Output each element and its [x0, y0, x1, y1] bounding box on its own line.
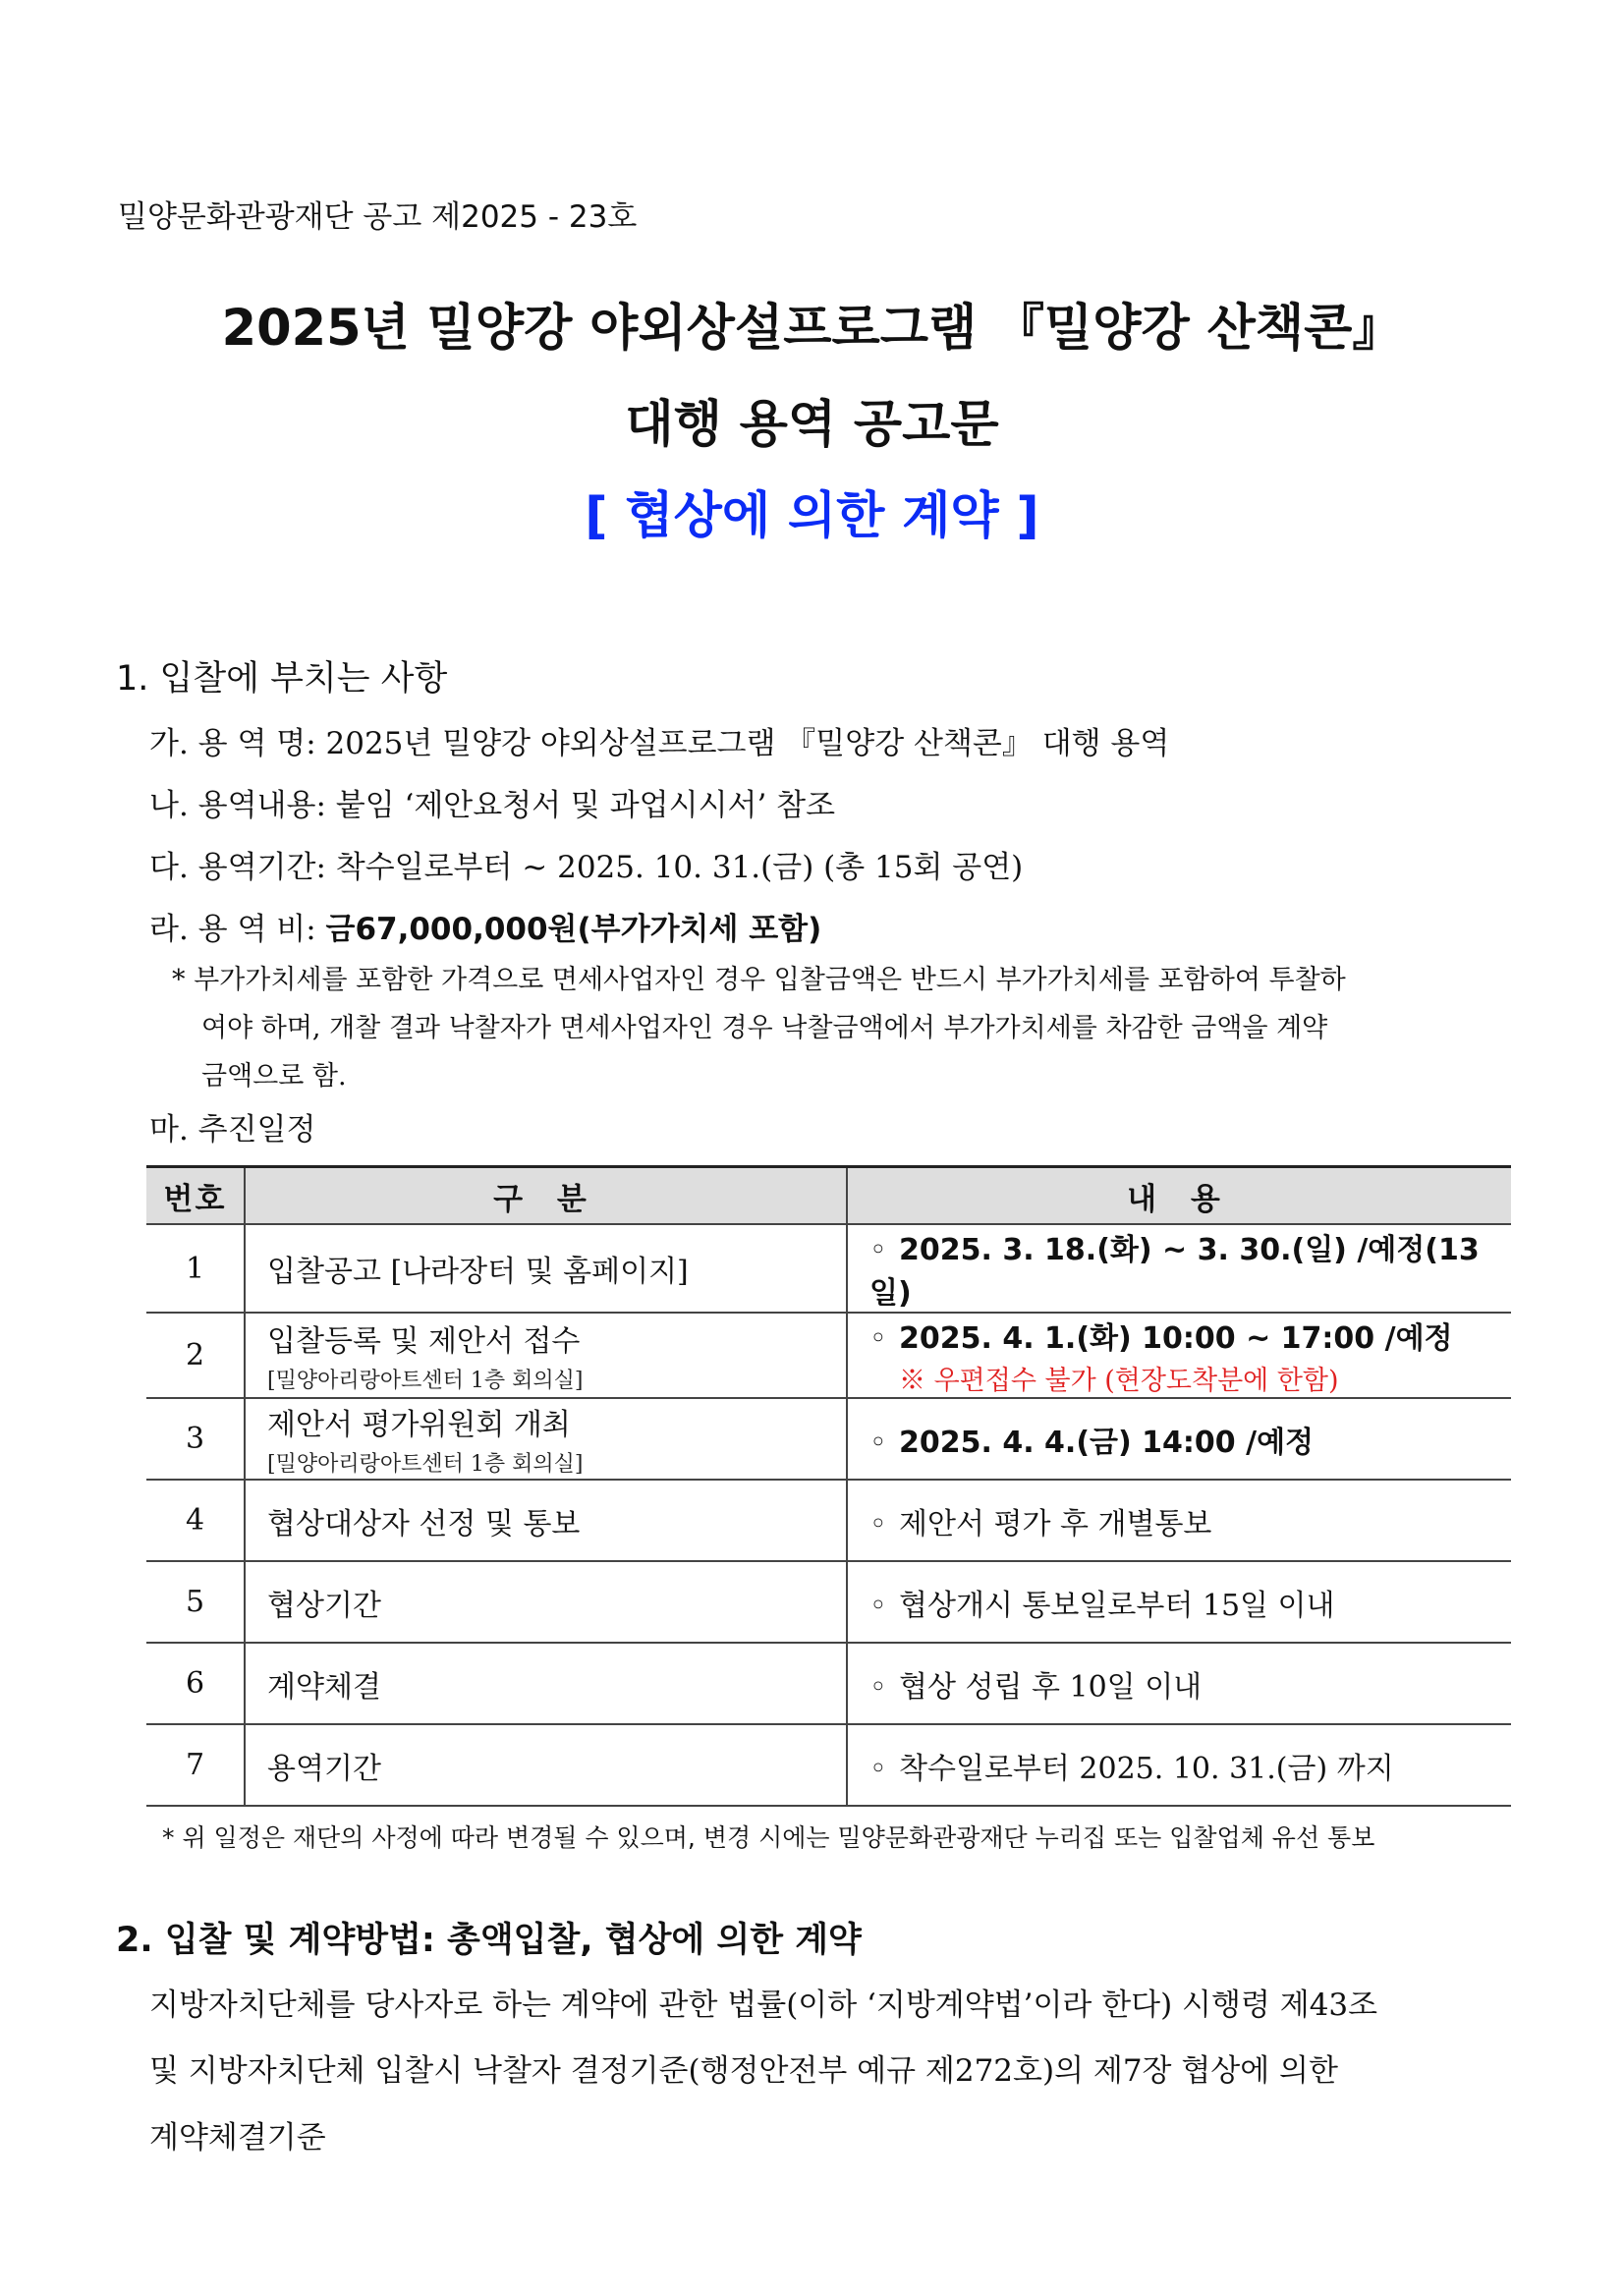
- table-header-row: [146, 1167, 1511, 1225]
- document-title-line1: 2025년 밀양강 야외상설프로그램 『밀양강 산책콘』: [221, 300, 1403, 358]
- table-row: [146, 1480, 1511, 1561]
- table-row: [146, 1224, 1511, 1313]
- item-label: 다. 용역기간:: [149, 850, 336, 885]
- row-category: 용역기간: [245, 1724, 847, 1806]
- row-content: ◦ 협상 성립 후 10일 이내: [847, 1643, 1511, 1724]
- bullet-icon: ◦: [869, 1751, 887, 1786]
- schedule-table: [146, 1165, 1511, 1807]
- bullet-icon: ◦: [869, 1669, 887, 1705]
- table-row: [146, 1313, 1511, 1398]
- bullet-icon: ◦: [869, 1321, 887, 1356]
- section2-body-line1: 지방자치단체를 당사자로 하는 계약에 관한 법률(이하 ‘지방계약법’이라 한다) 시행령 제43조: [149, 1988, 1378, 2023]
- header-number: 번호: [146, 1167, 245, 1225]
- row-category: 계약체결: [245, 1643, 847, 1724]
- item-service-name: [149, 718, 1169, 762]
- vat-note-line1: * 부가가치세를 포함한 가격으로 면세사업자인 경우 입찰금액은 반드시 부가가치세를 포함하여 투찰하: [172, 965, 1346, 995]
- row-category: 입찰등록 및 제안서 접수 [밀양아리랑아트센터 1층 회의실]: [245, 1313, 847, 1398]
- section2-body-line3: 계약체결기준: [149, 2120, 326, 2156]
- notice-number: 밀양문화관광재단 공고 제2025 - 23호: [118, 199, 638, 235]
- row-category: 제안서 평가위원회 개최 [밀양아리랑아트센터 1층 회의실]: [245, 1398, 847, 1480]
- contract-type-title: [ 협상에 의한 계약 ]: [585, 487, 1039, 545]
- schedule-footnote: * 위 일정은 재단의 사정에 따라 변경될 수 있으며, 변경 시에는 밀양문화관광재단 누리집 또는 입찰업체 유선 통보: [162, 1823, 1375, 1852]
- header-category: 구 분: [245, 1167, 847, 1225]
- section2-body-line2: 및 지방자치단체 입찰시 낙찰자 결정기준(행정안전부 예규 제272호)의 제7장 협상에 의한: [149, 2053, 1338, 2089]
- row-content: ◦ 2025. 4. 1.(화) 10:00 ~ 17:00 /예정 ※ 우편접수 불가 (현장도착분에 한함): [847, 1313, 1511, 1398]
- item-value: 2025년 밀양강 야외상설프로그램 『밀양강 산책콘』 대행 용역: [325, 726, 1170, 761]
- item-service-content: [149, 780, 835, 824]
- item-label: 가. 용 역 명:: [149, 726, 326, 761]
- item-value: 금67,000,000원(부가가치세 포함): [325, 912, 822, 947]
- row-number: 7: [146, 1724, 245, 1806]
- item-service-cost: [149, 904, 821, 948]
- table-row: [146, 1643, 1511, 1724]
- row-content: ◦ 협상개시 통보일로부터 15일 이내: [847, 1561, 1511, 1643]
- vat-note-line3: 금액으로 함.: [201, 1061, 347, 1092]
- row-number: 2: [146, 1313, 245, 1398]
- schedule-label: 마. 추진일정: [149, 1112, 316, 1148]
- row-category: 협상대상자 선정 및 통보: [245, 1480, 847, 1561]
- item-value: 붙임 ‘제안요청서 및 과업시시서’ 참조: [335, 788, 836, 823]
- postal-note: ※ 우편접수 불가 (현장도착분에 한함): [899, 1366, 1339, 1396]
- row-content: ◦ 착수일로부터 2025. 10. 31.(금) 까지: [847, 1724, 1511, 1806]
- header-content: 내 용: [847, 1167, 1511, 1225]
- table-row: [146, 1561, 1511, 1643]
- bullet-icon: ◦: [869, 1506, 887, 1541]
- bullet-icon: ◦: [869, 1425, 887, 1460]
- row-number: 6: [146, 1643, 245, 1724]
- row-category: 협상기간: [245, 1561, 847, 1643]
- row-category-location: [밀양아리랑아트센터 1층 회의실]: [267, 1452, 584, 1477]
- row-content: ◦ 제안서 평가 후 개별통보: [847, 1480, 1511, 1561]
- row-category: 입찰공고 [나라장터 및 홈페이지]: [245, 1224, 847, 1313]
- section2-heading: 2. 입찰 및 계약방법: 총액입찰, 협상에 의한 계약: [116, 1921, 862, 1960]
- bullet-icon: ◦: [869, 1233, 887, 1267]
- row-number: 4: [146, 1480, 245, 1561]
- table-row: [146, 1398, 1511, 1480]
- row-content: ◦ 2025. 3. 18.(화) ~ 3. 30.(일) /예정(13일): [847, 1224, 1511, 1313]
- row-number: 3: [146, 1398, 245, 1480]
- section1-heading: 1. 입찰에 부치는 사항: [116, 659, 448, 699]
- item-value: 착수일로부터 ~ 2025. 10. 31.(금) (총 15회 공연): [335, 850, 1024, 885]
- table-row: [146, 1724, 1511, 1806]
- vat-note-line2: 여야 하며, 개찰 결과 낙찰자가 면세사업자인 경우 낙찰금액에서 부가가치세를 차감한 금액을 계약: [201, 1013, 1328, 1043]
- row-number: 5: [146, 1561, 245, 1643]
- row-content: ◦ 2025. 4. 4.(금) 14:00 /예정: [847, 1398, 1511, 1480]
- row-number: 1: [146, 1224, 245, 1313]
- document-title-line2: 대행 용역 공고문: [625, 396, 999, 454]
- bullet-icon: ◦: [869, 1588, 887, 1623]
- item-label: 나. 용역내용:: [149, 788, 336, 823]
- row-category-location: [밀양아리랑아트센터 1층 회의실]: [267, 1369, 584, 1393]
- item-label: 라. 용 역 비:: [149, 912, 326, 947]
- item-service-period: [149, 842, 1023, 886]
